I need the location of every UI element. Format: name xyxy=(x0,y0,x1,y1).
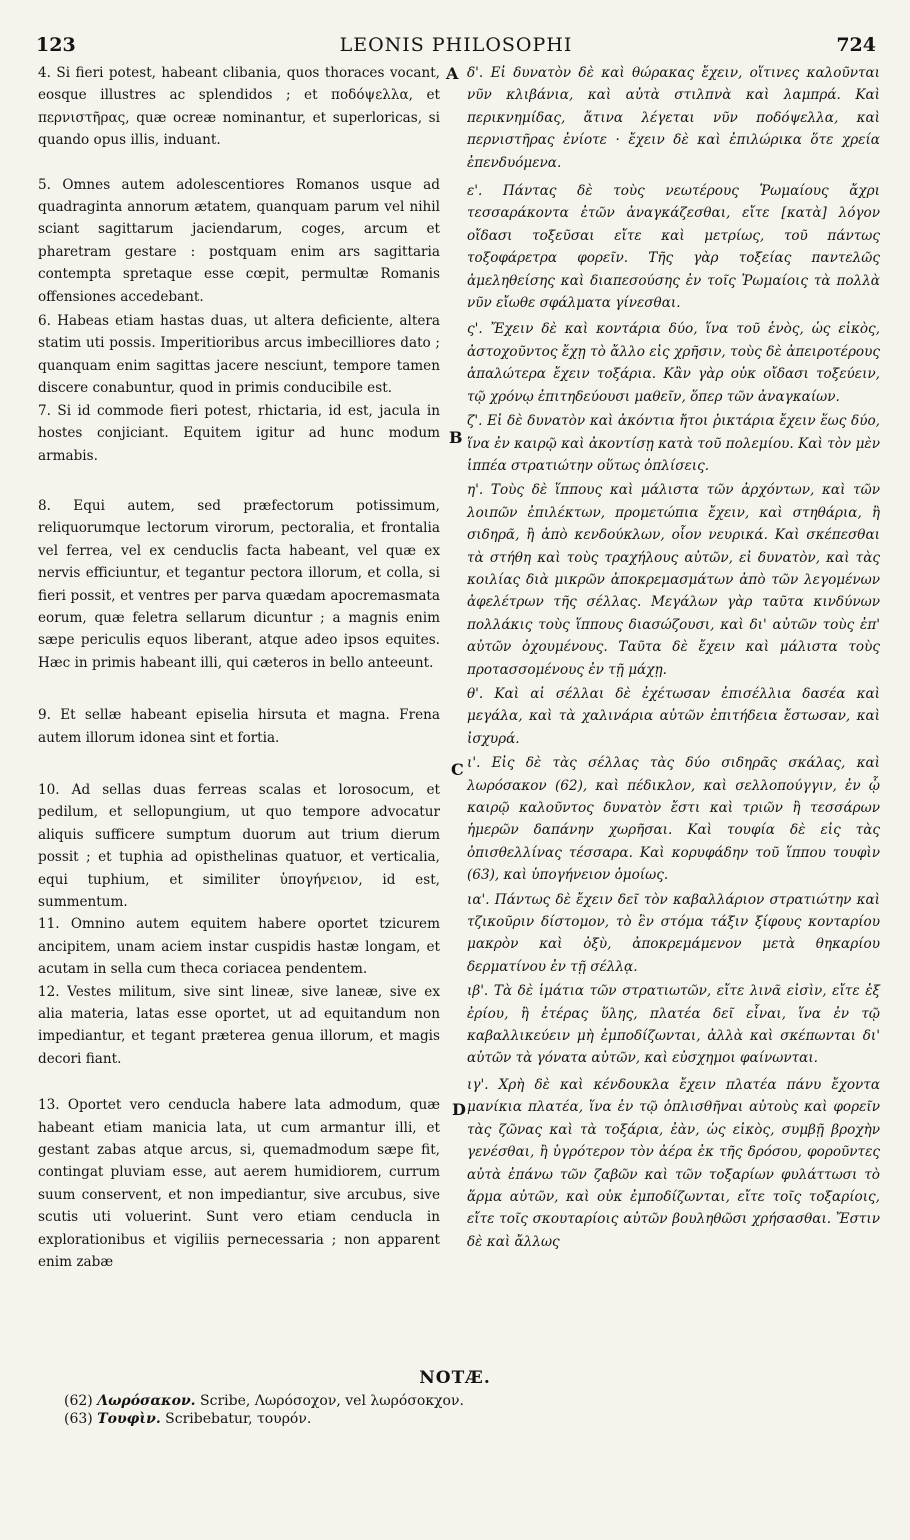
latin-paragraph-12: 12. Vestes militum, sive sint lineæ, sive laneæ, sive ex alia materia, latas esse oportet, ut ad equitandum non impediantur, et tegant præterea genua illorum, et magis decori fiant. xyxy=(38,983,440,1067)
greek-paragraph-stigma: ς'. Ἔχειν δὲ καὶ κοντάρια δύο, ἵνα τοῦ ἑνὸς, ὡς εἰκὸς, ἀστοχοῦντος ἔχῃ τὸ ἄλλο εἰς χρῆσιν, τοὺς δὲ ἀπειροτέρους ἁπαλώτερα ἔχειν τοξάρια. Κἂν γὰρ οὐκ οἴδασι τοξεύειν, τῷ χρόνῳ ἐπιτηδεύουσι μαθεῖν, ὅπερ τῶν ἀναγκαίων. xyxy=(467,321,880,405)
note-text: Scribe, Λωρόσοχον, vel λωρόσοκχον. xyxy=(200,1393,464,1409)
greek-paragraph-epsilon: ε'. Πάντας δὲ τοὺς νεωτέρους Ῥωμαίους ἄχρι τεσσαράκοντα ἐτῶν ἀναγκάζεσθαι, εἴτε [κατὰ] λόγον οἴδασι τοξεῦσαι εἴτε καὶ μετρίως, τοῦ πάντως τοξοφάρετρα φορεῖν. Τῆς γὰρ τοξείας παντελῶς ἀμεληθείσης καὶ διαπεσούσης ἐν τοῖς Ῥωμαίοις τὰ πολλὰ νῦν εἴωθε σφάλματα γίνεσθαι. xyxy=(467,183,880,312)
latin-paragraph-11: 11. Omnino autem equitem habere oportet tzicurem ancipitem, unam aciem instar cuspidis hastæ longam, et acutam in sella cum theca coriacea pendentem. xyxy=(38,916,440,978)
margin-marker-d: D xyxy=(452,1100,466,1119)
greek-paragraph-iota-gamma: ιγ'. Χρὴ δὲ καὶ κένδουκλα ἔχειν πλατέα πάνυ ἔχοντα μανίκια πλατέα, ἵνα ἐν τῷ ὁπλισθῆναι αὐτοὺς καὶ φορεῖν τὰς ζῶνας καὶ τὰ τοξάρια, ἐὰν, ὡς εἰκὸς, συμβῇ βροχὴν γενέσθαι, ἢ ὑγρότερον τὸν ἀέρα ἐκ τῆς δρόσου, φοροῦντες αὐτὰ ἐπάνω τῶν ζαβῶν καὶ τῶν τοξαρίων φυλάττωσι τὸ ἅρμα αὐτῶν, καὶ οὐκ ἐμποδίζωνται, εἴτε τοῖς τοξαρίοις, εἴτε τοῖς σκουταρίοις αὐτῶν βουληθῶσι χρήσασθαι. Ἔστιν δὲ καὶ ἄλλως xyxy=(467,1076,880,1250)
margin-marker-c: C xyxy=(451,760,464,779)
note-63 xyxy=(64,1410,864,1428)
latin-paragraph-4: 4. Si fieri potest, habeant clibania, quos thoraces vocant, eosque illustres ac splendidos ; et ποδόψελλα, et περνιστῆρας, quæ ocreæ nominantur, et superloricas, si quando opus illis, induant. xyxy=(38,65,440,149)
greek-paragraph-zeta: ζ'. Εἰ δὲ δυνατὸν καὶ ἀκόντια ἤτοι ῥικτάρια ἔχειν ἕως δύο, ἵνα ἐν καιρῷ καὶ ἀκοντίσῃ κατὰ τοῦ πολεμίου. Καὶ τὸν μὲν ἱππέα στρατιώτην οὕτως ὁπλίσεις. xyxy=(467,413,880,474)
margin-marker-a: A xyxy=(446,64,459,83)
latin-paragraph-7: 7. Si id commode fieri potest, rhictaria, id est, jacula in hostes conjiciant. Equitem igitur ad hunc modum armabis. xyxy=(38,402,440,464)
running-title: LEONIS PHILOSOPHI xyxy=(339,34,573,56)
latin-paragraph-13: 13. Oportet vero cenducla habere lata admodum, quæ habeant etiam manicia lata, ut cum armantur illi, et gestant zabas atque arcus, si, quemadmodum sæpe fit, contingat pluviam esse, aut aerem humidiorem, currum suum conservent, et non impediantur, sive arcubus, sive scutis uti voluerint. Sunt vero etiam cenducla in explorationibus et vigiliis pernecessaria ; non apparent enim zabæ xyxy=(38,1097,440,1271)
greek-paragraph-iota-beta: ιβ'. Τὰ δὲ ἱμάτια τῶν στρατιωτῶν, εἴτε λινᾶ εἰσὶν, εἴτε ἐξ ἐρίου, ἢ ἑτέρας ὕλης, πλατέα δεῖ εἶναι, ἵνα ἐν τῷ καβαλλικεύειν μὴ ἐμποδίζωνται, ἀλλὰ καὶ σκέπωνται δι' αὐτῶν τὰ γόνατα αὐτῶν, καὶ εὐσχημοι φαίνωνται. xyxy=(467,983,880,1067)
note-lemma: Τουφὶν. xyxy=(97,1411,161,1427)
notes-section xyxy=(64,1392,864,1428)
notes-heading: NOTÆ. xyxy=(419,1368,491,1388)
note-number: (62) xyxy=(64,1393,93,1409)
greek-paragraph-eta: η'. Τοὺς δὲ ἵππους καὶ μάλιστα τῶν ἀρχόντων, καὶ τῶν λοιπῶν ἐπιλέκτων, προμετώπια ἔχειν, καὶ στηθάρια, ἢ σιδηρᾶ, ἢ ἀπὸ κενδούκλων, οἷον νευρικά. Καὶ σκέπεσθαι τὰ στήθη καὶ τοὺς τραχήλους αὐτῶν, εἰ δυνατὸν, καὶ τὰς κοιλίας διὰ μικρῶν ἀποκρεμασμάτων ἀπὸ τῶν λεγομένων ἀφελέτρων τῆς σέλλας. Μεγάλων γὰρ ταῦτα κινδύνων πολλάκις τοὺς ἵππους διασώζουσι, καὶ δι' αὐτῶν τοὺς ἐπ' αὐτῶν ὀχουμένους. Ταῦτα δὲ ἔχειν καὶ μάλιστα τοὺς προτασσομένους ἐν τῇ μάχῃ. xyxy=(467,482,880,678)
running-header xyxy=(36,34,876,62)
latin-paragraph-10: 10. Ad sellas duas ferreas scalas et lorosocum, et pedilum, et sellopungium, ut quo tempore advocatur aliquis sufficere sumptum duorum aut trium dierum possit ; et tuphia ad opisthelinas quatuor, et verticalia, equi tuphium, et similiter ὑπογήνειον, id est, summentum. xyxy=(38,781,440,910)
greek-column xyxy=(467,62,880,1253)
note-lemma: Λωρόσακον. xyxy=(97,1393,196,1409)
greek-paragraph-delta: δ'. Εἰ δυνατὸν δὲ καὶ θώρακας ἔχειν, οἵτινες καλοῦνται νῦν κλιβάνια, καὶ αὐτὰ στιλπνὰ καὶ λαμπρά. Καὶ περικνημίδας, ἅτινα λέγεται νῦν ποδόψελλα, καὶ περνιστῆρας ἐνίοτε · ἔχειν δὲ καὶ ἐπιλώρικα ὅτε χρεία ἐπενδυόμενα. xyxy=(467,65,880,171)
latin-paragraph-6: 6. Habeas etiam hastas duas, ut altera deficiente, altera statim uti possis. Imperitioribus arcus imbecilliores dato ; quanquam enim sagittas jacere nesciunt, tempore tamen discere conabuntur, quod in primis conducibile est. xyxy=(38,313,440,397)
greek-paragraph-iota-alpha: ια'. Πάντως δὲ ἔχειν δεῖ τὸν καβαλλάριον στρατιώτην καὶ τζικοῦριν δίστομον, τὸ ἓν στόμα τάξιν ξίφους κονταρίου μακρὸν καὶ ὀξὺ, ἀποκρεμάμενον μετὰ θηκαρίου δερματίνου ἐν τῇ σέλλᾳ. xyxy=(467,891,880,975)
greek-paragraph-iota: ι'. Εἰς δὲ τὰς σέλλας τὰς δύο σιδηρᾶς σκάλας, καὶ λωρόσακον (62), καὶ πέδικλον, καὶ σελλοπούγγιν, ἐν ᾧ καιρῷ καλοῦντος δυνατὸν ἔστι καὶ τριῶν ἢ τεσσάρων ἡμερῶν δαπάνην χωρῆσαι. Καὶ τουφία δὲ εἰς τὰς ὀπισθελλίνας τέσσαρα. Καὶ κορυφάδην τοῦ ἵππου τουφὶν (63), καὶ ὑπογήνειον ὁμοίως. xyxy=(467,755,880,884)
note-text: Scribebatur, τουρόν. xyxy=(165,1411,312,1427)
note-number: (63) xyxy=(64,1411,93,1427)
page-number-left: 123 xyxy=(36,34,76,56)
latin-paragraph-9: 9. Et sellæ habeant episelia hirsuta et magna. Frena autem illorum idonea sint et fortia. xyxy=(38,707,440,746)
page-number-right: 724 xyxy=(836,34,876,56)
margin-marker-b: B xyxy=(449,428,463,447)
latin-column xyxy=(38,62,440,1274)
greek-paragraph-theta: θ'. Καὶ αἱ σέλλαι δὲ ἐχέτωσαν ἐπισέλλια δασέα καὶ μεγάλα, καὶ τὰ χαλινάρια αὐτῶν ἐπιτήδεια ἔστωσαν, καὶ ἰσχυρά. xyxy=(467,685,880,747)
note-62 xyxy=(64,1392,864,1410)
latin-paragraph-5: 5. Omnes autem adolescentiores Romanos usque ad quadraginta annorum ætatem, quanquam parum vel nihil sciant sagittarum jaciendarum, coges, arcum et pharetram gestare : postquam enim ars sagittaria contempta spretaque esse cœpit, permultæ Romanis offensiones accedebant. xyxy=(38,176,440,305)
latin-paragraph-8: 8. Equi autem, sed præfectorum potissimum, reliquorumque lectorum virorum, pectoralia, et frontalia vel ferrea, vel ex cenduclis facta habeant, vel quæ ex nervis efficiuntur, et tegantur pectora illorum, et colla, si fieri possit, et ventres per parva quædam apocremasmata eorum, quæ feletra sellarum dicuntur ; a magnis enim sæpe periculis equos liberant, atque adeo ipsos equites. Hæc in primis habeant illi, qui cæteros in bello anteeunt. xyxy=(38,497,440,671)
